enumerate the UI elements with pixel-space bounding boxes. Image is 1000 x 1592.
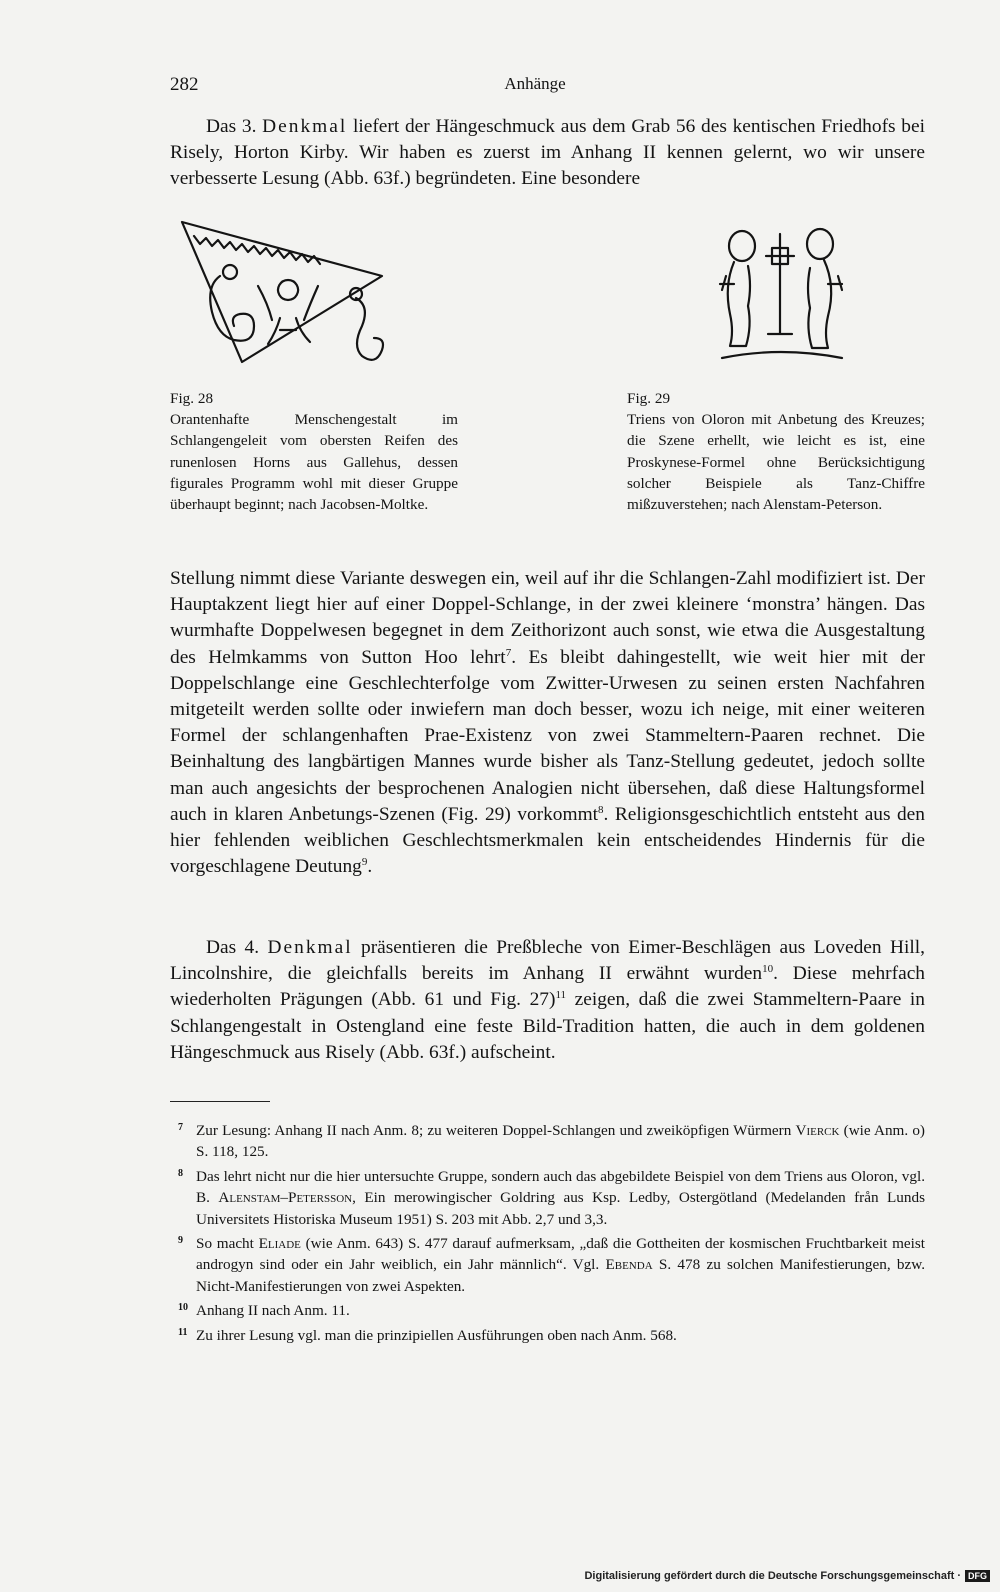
fig29-label: Fig. 29 bbox=[627, 390, 671, 407]
running-head: Anhänge bbox=[504, 74, 566, 93]
footnote-10: 10 Anhang II nach Anm. 11. bbox=[178, 1302, 350, 1320]
footnote-ref[interactable]: 10 bbox=[762, 963, 774, 976]
fig29-caption: Triens von Oloron mit Anbetung des Kreuzes; die Szene erhellt, wie leicht es ist, eine Proskynese-Formel ohne Berücksichtigung solcher Beispiele als Tanz-Chiffre mißzuverstehen; nach Alenstam-Peterson. bbox=[627, 411, 925, 514]
footnote-ref[interactable]: 7 bbox=[505, 646, 512, 659]
footnote-ref[interactable]: 11 bbox=[555, 989, 567, 1002]
footnote-ref[interactable]: 9 bbox=[361, 856, 368, 869]
footnote-divider bbox=[170, 1101, 270, 1102]
digitization-footer bbox=[584, 1570, 990, 1582]
paragraph-denkmal-4: Das 4. Denkmal präsentieren die Preßbleche von Eimer-Beschlägen aus Loveden Hill, Lincolnshire, die gleichfalls bereits im Anhang II erwähnt wurden$^{10}$. Diese mehrfach wiederholten Prägungen (Abb. 61 und Fig. 27)$^{11}$ zeigen, daß die zwei Stammeltern-Paare in Schlangengestalt in Ostengland eine feste Bild-Tradition hatten, die auch in dem goldenen Hängeschmuck aus Risely (Abb. 63f.) aufscheint. bbox=[170, 937, 925, 1063]
dfg-logo: DFG bbox=[965, 1570, 990, 1582]
footnote-ref[interactable]: 8 bbox=[598, 803, 604, 816]
paragraph-denkmal-3: Das 3. Denkmal liefert der Hängeschmuck aus dem Grab 56 des kentischen Friedhofs bei Risely, Horton Kirby. Wir haben es zuerst im Anhang II kennen gelernt, wo wir unsere verbesserte Lesung (Abb. 63f.) begründeten. Eine besondere bbox=[170, 116, 925, 190]
fig29-caption-block bbox=[627, 388, 925, 515]
fig28-illustration bbox=[180, 218, 390, 378]
spaced-word: Denkmal bbox=[262, 116, 348, 137]
fig28-caption: Orantenhafte Menschengestalt im Schlangengeleit vom obersten Reifen des runenlosen Horns aus Gallehus, dessen figurales Programm wohl mit dieser Gruppe überhaupt beginnt; nach Jacobsen-Moltke. bbox=[170, 411, 458, 514]
footnotes bbox=[170, 1120, 925, 1349]
footnote-8: 8 Das lehrt nicht nur die hier untersuchte Gruppe, sondern auch das abgebildete Beispiel von dem Triens aus Oloron, vgl. B. Alenstam–Petersson, Ein merowingischer Goldring aus Ksp. Ledby, Ostergötland (Medelanden från Lunds Universitets Historiska Museum 1951) S. 203 mit Abb. 2,7 und 3,3. bbox=[178, 1167, 925, 1228]
paragraph-stellung: Stellung nimmt diese Variante deswegen ein, weil auf ihr die Schlangen-Zahl modifiziert ist. Der Hauptakzent liegt hier auf einer Doppel-Schlange, in der zwei kleinere ‘monstra’ hängen. Das wurmhafte Doppelwesen begegnet in dem Zeithorizont auch sonst, wie etwa die Ausgestaltung des Helmkamms von Sutton Hoo lehrt$^7$. Es bleibt dahingestellt, wie weit hier mit der Doppelschlange eine Geschlechterfolge vom Zwitter-Urwesen zu seinen ersten Nachfahren mitgeteilt werden sollte oder inwiefern man doch besser, wozu ich neige, mit einer weiteren Formel der schlangenhaften Prae-Existenz von zwei Stammeltern-Paaren rechnet. Die Beinhaltung des langbärtigen Mannes wurde bisher als Tanz-Stellung gedeutet, jedoch sollte man auch angesichts der besprochenen Analogien nicht übersehen, daß diese Haltungsformel auch in klaren Anbetungs-Szenen (Fig. 29) vorkommt$^8$. Religionsgeschichtlich entsteht aus den hier fehlenden weiblichen Geschlechtsmerkmalen kein entscheidendes Hindernis für die vorgeschlagene Deutung$^9$. bbox=[170, 568, 925, 878]
footnote-11: 11 Zu ihrer Lesung vgl. man die prinzipiellen Ausführungen oben nach Anm. 568. bbox=[178, 1326, 677, 1344]
footnote-9: 9 So macht Eliade (wie Anm. 643) S. 477 darauf aufmerksam, „daß die Gottheiten der kosmischen Fruchtbarkeit meist androgyn sind oder ein Jahr weiblich, ein Jahr männlich“. Vgl. Ebenda S. 478 zu solchen Manifestierungen, bzw. Nicht-Manifestierungen von zwei Aspekten. bbox=[178, 1235, 926, 1295]
footnote-7: 7 Zur Lesung: Anhang II nach Anm. 8; zu weiteren Doppel-Schlangen und zweiköpfigen Würmern Vierck (wie Anm. o) S. 118, 125. bbox=[178, 1122, 925, 1161]
page-number: 282 bbox=[170, 74, 199, 95]
spaced-word: Denkmal bbox=[267, 937, 353, 958]
fig29-illustration bbox=[712, 226, 852, 366]
fig28-caption-block bbox=[170, 388, 458, 515]
footer-text: Digitalisierung gefördert durch die Deutsche Forschungsgemeinschaft · bbox=[584, 1570, 961, 1582]
fig28-label: Fig. 28 bbox=[170, 390, 214, 407]
